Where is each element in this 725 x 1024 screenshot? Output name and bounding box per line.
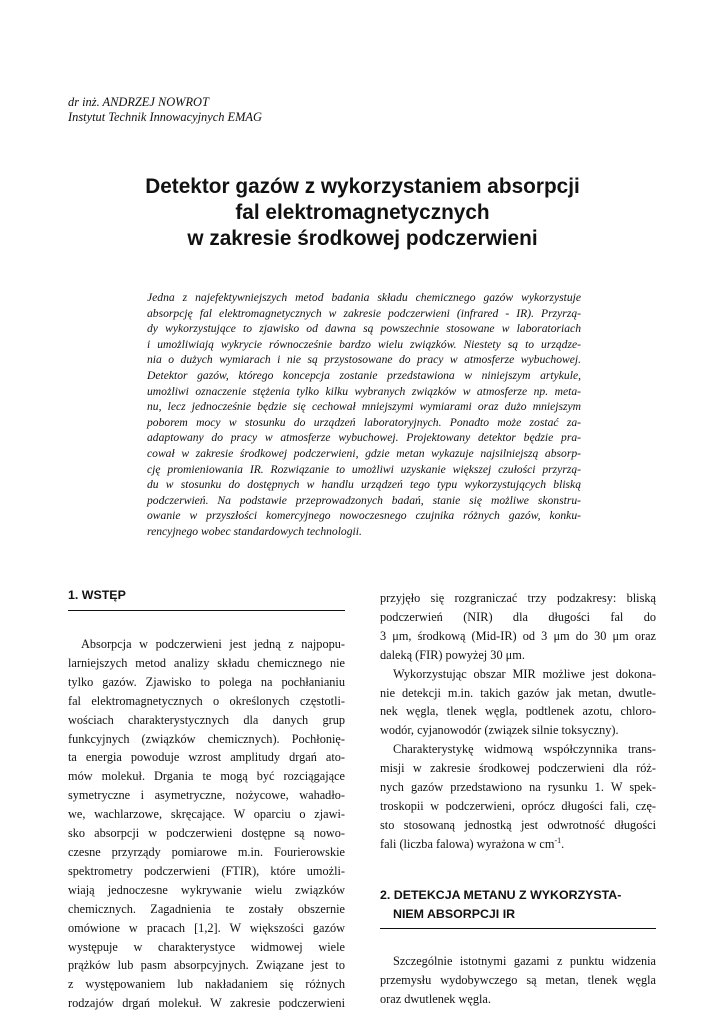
paragraph [380, 952, 656, 1009]
abstract-line: nia o dużych wymiarach i nie są przystosowane do pracy w atmosferze wybuchowej. [147, 353, 581, 367]
paragraph-line: sko absorpcji w podczerwieni dostępne są nowo- [68, 826, 345, 841]
paragraph-line: nych gazów przedstawiono na rysunku 1. W spek- [380, 780, 656, 795]
paragraph-line: prążków lub pasm absorpcyjnych. Związane jest to [68, 958, 345, 973]
abstract-line: poborem mocy w stosunku do urządzeń laboratoryjnych. Ponadto może zostać za- [147, 415, 581, 429]
abstract-line: podczerwień. Na podstawie przeprowadzonych badań, stanie się możliwe skonstru- [147, 493, 581, 507]
title-line: fal elektromagnetycznych [235, 201, 490, 224]
author-block [68, 95, 262, 125]
abstract-line: i umożliwiają wykrycie równocześnie bardzo wielu związków. Niestety są to urządze- [147, 337, 581, 351]
paragraph-line: występuje w charakterystyce widmowej wiele [68, 939, 345, 954]
paragraph-line: oraz dwutlenek węgla. [380, 991, 491, 1006]
paragraph-line: larniejszych metod analizy składu chemicznego nie [68, 655, 345, 670]
abstract-line: Jedna z najefektywniejszych metod badania składu chemicznego gazów wykorzystuje [147, 291, 581, 304]
section-1-body [68, 635, 345, 1013]
paragraph-line: 3 μm, środkową (Mid-IR) od 3 μm do 30 μm oraz [380, 628, 656, 643]
section-1-heading: 1. WSTĘP [68, 588, 126, 602]
paragraph [380, 589, 656, 665]
superscript: -1 [554, 835, 562, 845]
paragraph-line: spektrometry podczerwieni (FTIR), które umożli- [68, 863, 345, 878]
paragraph-line: daleką (FIR) powyżej 30 μm. [380, 647, 525, 662]
paragraph-line: ta energia powoduje wzrost amplitudy drgań ato- [68, 750, 345, 765]
paragraph-line: czesne przyrządy pomiarowe m.in. Fourierowskie [68, 844, 345, 859]
paragraph-line: misji w zakresie środkowej podczerwieni dla róż- [380, 761, 656, 776]
abstract-line: rencyjnego wobec standardowych technologii. [147, 524, 362, 538]
paragraph-line: fali (liczba falowa) wyrażona w $cm^{-1}$. [380, 835, 565, 851]
abstract-line: nu, lecz jednocześnie będzie się cechował mniejszymi wymiarami oraz dużo mniejszym [147, 400, 581, 414]
paragraph-line: z występowaniem lub nakładaniem się różnych [68, 977, 345, 992]
paragraph [380, 665, 656, 741]
paragraph-line: mów molekuł. Drgania te mogą być rozciągające [68, 769, 345, 784]
abstract-line: du w stosunku do dostępnych w handlu urządzeń tego typu wykorzystujących bliską [147, 478, 581, 492]
paragraph [380, 740, 656, 835]
paragraph-line: Absorpcja w podczerwieni jest jedną z najpopu- [81, 637, 345, 651]
paragraph-line: wiają jednoczesne wykrywanie wielu związków [68, 882, 345, 897]
section-2-heading: 2. DETEKCJA METANU Z WYKORZYSTA- NIEM ABSORPCJI IR [380, 887, 622, 921]
right-column [380, 589, 656, 1008]
abstract-line: umożliwi oznaczenie stężenia tylko kilku wybranych związków w atmosferze np. meta- [147, 384, 581, 398]
paragraph-line: funkcyjnych (związków chemicznych). Pochłonię- [68, 731, 345, 746]
paragraph-line: Szczególnie istotnymi gazami z punktu widzenia [393, 953, 656, 968]
paper-title [100, 174, 625, 252]
paragraph-line: chemicznych. Zagadnienia te zostały obszernie [68, 901, 345, 916]
abstract-line: adaptowany do pracy w atmosferze wybuchowej. Projektowany detektor będzie pra- [147, 431, 581, 445]
paragraph-line: Charakterystykę widmową współczynnika trans- [393, 742, 656, 757]
abstract-line: Detektor gazów, którego koncepcja zostanie przedstawiona w niniejszym artykule, [147, 368, 581, 382]
author-institute: Instytut Technik Innowacyjnych EMAG [68, 110, 262, 124]
abstract-line: dy wykorzystujące to zjawisko od dawna są powszechnie stosowane w laboratoriach [147, 322, 581, 336]
paragraph-line: wościach charakterystycznych dla danych grup [68, 712, 345, 727]
paragraph-line: tylko gazów. Zjawisko to polega na pochłanianiu [68, 674, 345, 689]
paragraph-line: sto stosowaną jednostką jest odwrotność długości [380, 817, 656, 832]
left-column [68, 588, 345, 1013]
paragraph-line: symetryczne i asymetryczne, nożycowe, wahadło- [68, 788, 345, 803]
abstract-line: cował w zakresie środkowej podczerwieni, gdzie metan wykazuje najsilniejszą absorp- [147, 446, 581, 460]
abstract-line: owanie w przyszłości komercyjnego nowoczesnego czujnika różnych gazów, konku- [147, 509, 581, 523]
paragraph-line: fal elektromagnetycznych o określonych częstotli- [68, 693, 345, 708]
author-name: dr inż. ANDRZEJ NOWROT [68, 95, 209, 109]
paragraph-line: przemysłu wydobywczego są metan, tlenek węgla [380, 972, 656, 987]
paragraph-line: nek węgla, tlenek węgla, podtlenek azotu, chloro- [380, 704, 656, 719]
paragraph-line: troskopii w podczerwieni, oprócz długości fali, czę- [380, 798, 656, 813]
paragraph-line: wodór, cyjanowodór (związek silnie toksyczny). [380, 723, 619, 738]
abstract [147, 290, 581, 540]
abstract-line: absorpcję fal elektromagnetycznych w zakresie podczerwieni (infrared - IR). Przyrzą- [147, 306, 581, 320]
paragraph-line: Wykorzystując obszar MIR możliwe jest dokona- [393, 666, 656, 681]
abstract-line: cję promieniowania IR. Rozwiązanie to umożliwi uzyskanie większej czułości przyrzą- [147, 462, 581, 476]
title-line: w zakresie środkowej podczerwieni [187, 227, 538, 250]
paragraph-line: we, wachlarzowe, skręcające. W oparciu o zjawi- [68, 807, 345, 822]
title-line: Detektor gazów z wykorzystaniem absorpcji [145, 175, 580, 198]
paragraph-line: podczerwień (NIR) dla długości fal do [380, 609, 656, 624]
paragraph-line: przyjęło się rozgraniczać trzy podzakresy: bliską [380, 591, 656, 605]
paragraph-line: rodzajów drgań molekuł. W zakresie podczerwieni [68, 996, 345, 1011]
paragraph-line: nie detekcji m.in. takich gazów jak metan, dwutle- [380, 685, 656, 700]
paragraph-line: omówione w pracach [1,2]. W większości gazów [68, 920, 345, 935]
